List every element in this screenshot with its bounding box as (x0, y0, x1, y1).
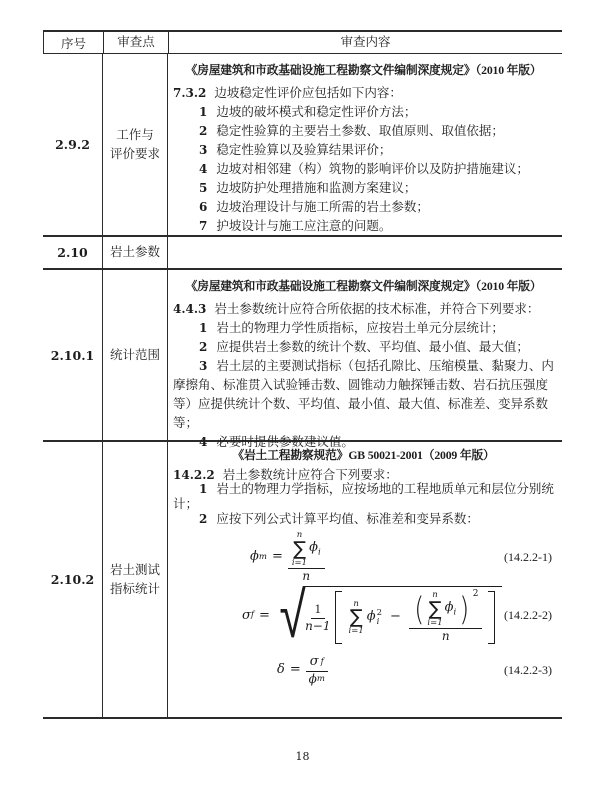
list-item (173, 319, 554, 338)
clause-text: 边坡稳定性评价应包括如下内容： (214, 86, 402, 100)
row-serial-number: 2.10 (43, 237, 103, 268)
superscript-2: 2 (472, 589, 479, 600)
header-review-point: 审查点 (104, 32, 169, 53)
clause-number: 7.3.2 (173, 86, 207, 100)
clause (173, 84, 554, 103)
item-number: 3 (199, 143, 208, 157)
item-number: 3 (199, 359, 208, 373)
review-point-line: 工作与 (116, 127, 154, 142)
formula-standard-deviation (173, 579, 554, 654)
clause (173, 468, 554, 483)
row-review-point (103, 442, 168, 717)
list-item (173, 141, 554, 160)
review-table (43, 30, 562, 719)
list-item (173, 338, 554, 357)
clause-text: 岩土参数统计应符合所依据的技术标准，并符合下列要求： (214, 302, 540, 316)
clause-number: 4.4.3 (173, 302, 207, 316)
item-text: 稳定性验算以及验算结果评价； (216, 143, 392, 157)
item-text: 边坡防护处理措施和监测方案建议； (216, 181, 417, 195)
item-number: 2 (199, 511, 208, 526)
table-row-2-10 (43, 237, 562, 270)
row-serial-number: 2.10.1 (43, 270, 103, 440)
denominator-n: n (302, 569, 311, 584)
table-row-2-9-2 (43, 54, 562, 237)
minus-sign: − (390, 609, 401, 625)
page-number: 18 (295, 750, 310, 763)
item-number: 1 (199, 482, 208, 497)
summand: $\phi_i$ (444, 599, 457, 618)
summation-symbol: n ∑ i=1 (348, 598, 364, 637)
formula-variation-coefficient (173, 655, 554, 687)
item-number: 1 (199, 321, 208, 335)
formula-mean (173, 531, 554, 584)
equals-sign: = (259, 607, 270, 623)
item-text: 岩土的物理力学指标，应按场地的工程地质单元和层位分别统计； (173, 482, 554, 512)
equation-number: (14.2.2-3) (504, 662, 552, 677)
equation-number: (14.2.2-1) (504, 549, 552, 564)
item-text: 护坡设计与施工应注意的问题。 (216, 219, 392, 233)
summation-symbol: n ∑ i=1 (291, 530, 308, 568)
row-serial-number: 2.9.2 (43, 54, 103, 235)
header-serial-number: 序号 (44, 32, 104, 53)
item-text: 应提供岩土参数的统计个数、平均值、最小值、最大值； (216, 340, 529, 354)
review-point-line: 岩土测试 (109, 562, 160, 577)
equation-number: (14.2.2-2) (504, 608, 552, 623)
row-review-content (168, 237, 562, 268)
standard-title: 《岩土工程勘察规范》GB 50021-2001（2009 年版） (232, 448, 495, 462)
clause-text: 岩土参数统计应符合下列要求： (222, 467, 398, 482)
review-point-line: 指标统计 (109, 581, 160, 596)
fraction: $\frac{1}{n-1}$ (305, 600, 331, 633)
item-text: 必要时提供参数建议值。 (216, 435, 354, 449)
table-row-2-10-1 (43, 270, 562, 449)
standard-title: 《房屋建筑和市政基础设施工程勘察文件编制深度规定》（2010 年版） (185, 63, 542, 77)
row-review-content (168, 442, 562, 717)
square-root: √ $\frac{1}{n-1}$ n ∑ i=1 ϕ 2 i − ( n ∑ i=1 $\phi_i$ ) 2 n (275, 586, 503, 646)
item-text: 边坡治理设计与施工所需的岩土参数； (216, 200, 429, 214)
review-point-line: 岩土参数 (109, 245, 160, 259)
standard-title: 《房屋建筑和市政基础设施工程勘察文件编制深度规定》（2010 年版） (185, 279, 542, 293)
subscript-f: f (250, 610, 255, 621)
left-bracket (335, 591, 342, 644)
row-serial-number: 2.10.2 (43, 442, 103, 717)
item-text: 边坡对相邻建（构）筑物的影响评价以及防护措施建议； (216, 162, 529, 176)
list-item (173, 357, 554, 433)
right-bracket (488, 591, 495, 644)
item-number: 4 (199, 162, 208, 176)
item-text: 岩土的物理力学性质指标，应按岩土单元分层统计； (216, 321, 504, 335)
header-review-content: 审查内容 (340, 35, 391, 49)
item-number: 1 (199, 105, 208, 119)
phi-symbol: ϕ (250, 549, 259, 565)
clause-number: 14.2.2 (173, 467, 215, 482)
fraction: ( n ∑ i=1 $\phi_i$ ) 2 n (409, 591, 483, 644)
row-review-point (103, 54, 168, 235)
list-item (173, 198, 554, 217)
table-header-row (43, 32, 562, 54)
fraction: σ f ϕ m (306, 655, 328, 687)
row-review-point (103, 270, 168, 440)
sigma-symbol: σ (242, 607, 251, 623)
item-number: 5 (199, 181, 208, 195)
item-text: 应按下列公式计算平均值、标准差和变异系数： (216, 511, 479, 526)
list-item (173, 217, 554, 236)
fraction (288, 531, 325, 584)
review-point-line: 评价要求 (109, 146, 160, 161)
summand: $\phi_i$ (309, 540, 321, 558)
row-review-point (103, 237, 168, 268)
list-item (173, 103, 554, 122)
equals-sign: = (289, 662, 301, 678)
list-item (173, 512, 554, 527)
list-item (173, 482, 554, 511)
item-number: 4 (199, 435, 208, 449)
item-number: 6 (199, 200, 208, 214)
delta-symbol: δ (277, 662, 285, 678)
item-text: 边坡的破坏模式和稳定性评价方法； (216, 105, 417, 119)
table-row-2-10-2 (43, 442, 562, 719)
item-number: 7 (199, 219, 208, 233)
review-point-line: 统计范围 (109, 347, 160, 362)
summand-squared: ϕ 2 i (366, 608, 383, 627)
summation-symbol: n ∑ i=1 (427, 590, 443, 628)
row-review-content (168, 54, 562, 235)
item-number: 2 (199, 124, 208, 138)
item-number: 2 (199, 340, 208, 354)
subscript-m: m (258, 551, 267, 562)
list-item (173, 122, 554, 141)
item-text: 岩土层的主要测试指标（包括孔隙比、压缩模量、黏聚力、内摩擦角、标准贯入试验锤击数、圆锥动力触探锤击数、岩石抗压强度等）应提供统计个数、平均值、最小值、最大值、标准差、变异系数等； (173, 359, 554, 430)
list-item (173, 179, 554, 198)
item-text: 稳定性验算的主要岩土参数、取值原则、取值依据； (216, 124, 504, 138)
equals-sign: = (271, 549, 283, 565)
row-review-content (168, 270, 562, 449)
list-item (173, 160, 554, 179)
clause (173, 300, 554, 319)
